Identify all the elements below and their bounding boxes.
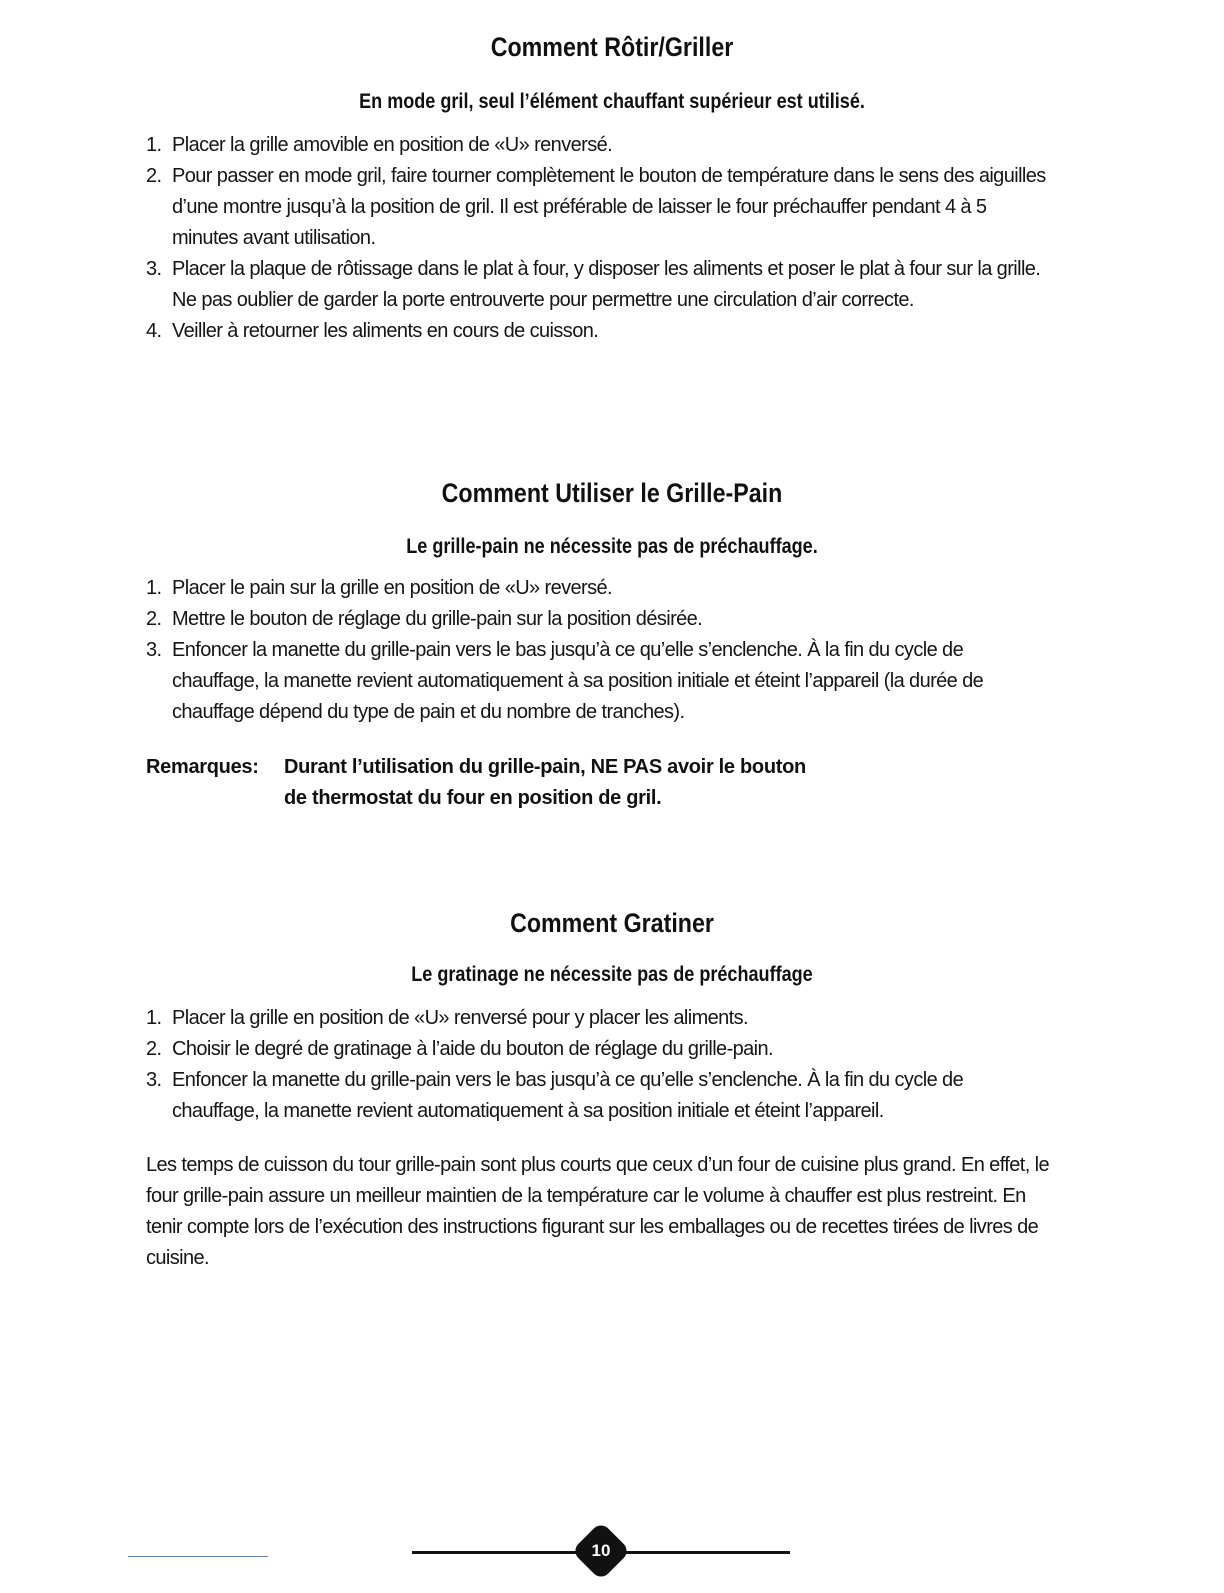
cooking-time-note: Les temps de cuisson du tour grille-pain sont plus courts que ceux d’un four de cuisine plus grand. En effet, le four grille-pain assure un meilleur maintien de la température car le volume à chauffer est plus restreint. En tenir compte lors de l’exécution des instructions figurant sur les emballages ou de recettes tirées de livres de cuisine. bbox=[146, 1154, 1050, 1269]
remarques-line2: de thermostat du four en position de gril. bbox=[284, 787, 662, 809]
step-text: Placer la grille en position de «U» renversé pour y placer les aliments. bbox=[172, 1007, 748, 1029]
step-number: 3. bbox=[146, 1069, 162, 1091]
step-number: 2. bbox=[146, 608, 162, 630]
step-item bbox=[146, 161, 1046, 254]
step-item bbox=[146, 573, 1046, 604]
page-number: 10 bbox=[591, 1541, 611, 1560]
step-number: 4. bbox=[146, 320, 162, 342]
steps-grille-pain bbox=[146, 573, 1046, 728]
step-item bbox=[146, 254, 1046, 316]
step-number: 3. bbox=[146, 639, 162, 661]
step-number: 1. bbox=[146, 577, 162, 599]
step-item bbox=[146, 635, 1046, 728]
step-item bbox=[146, 130, 1046, 161]
step-item bbox=[146, 1003, 1046, 1034]
section-subtitle-grille-pain: Le grille-pain ne nécessite pas de préchauffage. bbox=[406, 535, 818, 558]
step-item bbox=[146, 1034, 1046, 1065]
section-title-rotir-griller: Comment Rôtir/Griller bbox=[490, 32, 734, 62]
step-number: 2. bbox=[146, 165, 162, 187]
step-text: Choisir le degré de gratinage à l’aide du bouton de réglage du grille-pain. bbox=[172, 1038, 773, 1060]
step-text: Veiller à retourner les aliments en cours de cuisson. bbox=[172, 320, 599, 342]
footer-rule-left bbox=[412, 1551, 582, 1554]
step-text: Enfoncer la manette du grille-pain vers le bas jusqu’à ce qu’elle s’enclenche. À la fin du cycle de chauffage, la manette revient automatiquement à sa position initiale et éteint l’appareil. bbox=[172, 1069, 964, 1122]
step-text: Placer la plaque de rôtissage dans le plat à four, y disposer les aliments et poser le plat à four sur la grille. Ne pas oublier de garder la porte entrouverte pour permettre une circulation d’air correcte. bbox=[172, 258, 1041, 311]
section-title-gratiner: Comment Gratiner bbox=[510, 908, 714, 938]
steps-gratiner bbox=[146, 1003, 1046, 1127]
footer-rule-right bbox=[620, 1551, 790, 1554]
section-subtitle-rotir-griller: En mode gril, seul l’élément chauffant supérieur est utilisé. bbox=[359, 90, 865, 113]
step-item bbox=[146, 604, 1046, 635]
steps-rotir-griller bbox=[146, 130, 1046, 347]
step-item bbox=[146, 316, 1046, 347]
step-text: Placer la grille amovible en position de «U» renversé. bbox=[172, 134, 613, 156]
remarques-label: Remarques: bbox=[146, 756, 259, 778]
remarques-line1: Durant l’utilisation du grille-pain, NE PAS avoir le bouton bbox=[284, 756, 806, 778]
step-item bbox=[146, 1065, 1046, 1127]
step-text: Enfoncer la manette du grille-pain vers le bas jusqu’à ce qu’elle s’enclenche. À la fin du cycle de chauffage, la manette revient automatiquement à sa position initiale et éteint l’appareil (la durée de chauffage dépend du type de pain et du nombre de tranches). bbox=[172, 639, 984, 723]
corner-rule bbox=[128, 1556, 268, 1557]
step-text: Mettre le bouton de réglage du grille-pain sur la position désirée. bbox=[172, 608, 703, 630]
step-number: 1. bbox=[146, 134, 162, 156]
step-text: Placer le pain sur la grille en position de «U» reversé. bbox=[172, 577, 612, 599]
step-text: Pour passer en mode gril, faire tourner complètement le bouton de température dans le sens des aiguilles d’une montre jusqu’à la position de gril. Il est préférable de laisser le four préchauffer pendant 4 à 5 minutes avant utilisation. bbox=[172, 165, 1046, 249]
page-number-badge bbox=[571, 1521, 630, 1580]
step-number: 1. bbox=[146, 1007, 162, 1029]
section-title-grille-pain: Comment Utiliser le Grille-Pain bbox=[441, 478, 783, 508]
step-number: 3. bbox=[146, 258, 162, 280]
remarques-note bbox=[146, 752, 1046, 814]
step-number: 2. bbox=[146, 1038, 162, 1060]
section-subtitle-gratiner: Le gratinage ne nécessite pas de préchauffage bbox=[411, 963, 813, 986]
